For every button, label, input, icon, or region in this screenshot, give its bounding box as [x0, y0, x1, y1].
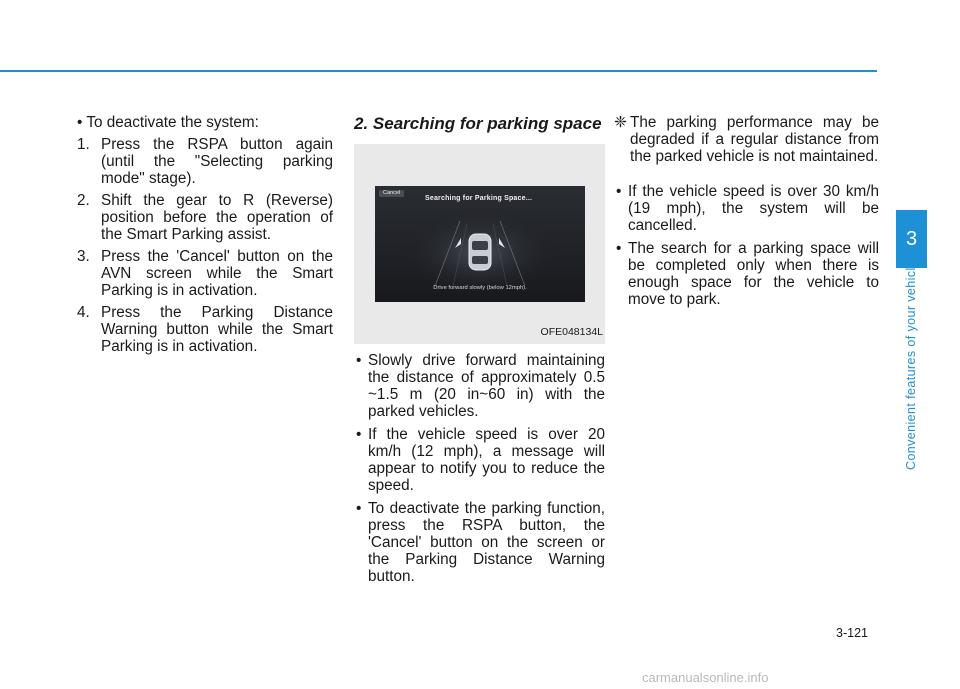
- chapter-tab: 3: [896, 210, 927, 268]
- header-rule: [0, 70, 877, 72]
- step-text: Shift the gear to R (Reverse) position before the operation of the Smart Parking assist.: [101, 192, 333, 243]
- column-left: [77, 114, 333, 360]
- step-item: [77, 136, 333, 187]
- cancel-button[interactable]: Cancel: [379, 190, 404, 197]
- screen-message: Drive forward slowly (below 12mph).: [433, 285, 527, 291]
- watermark: carmanualsonline.info: [642, 670, 769, 685]
- deactivate-steps: [77, 136, 333, 355]
- step-text: Press the 'Cancel' button on the AVN screen while the Smart Parking is in activation.: [101, 248, 333, 299]
- step-item: [77, 304, 333, 355]
- figure-avn-screen: [354, 144, 605, 344]
- deactivate-intro: • To deactivate the system:: [77, 114, 259, 131]
- list-item: • The search for a parking space will be completed only when there is enough space for the vehicle to move to park.: [614, 240, 879, 308]
- list-item: • Slowly drive forward maintaining the distance of approximately 0.5 ~1.5 m (20 in~60 in) with the parked vehicles.: [354, 352, 605, 420]
- note-text: The parking performance may be degraded if a regular distance from the parked vehicle is not maintained.: [630, 114, 879, 165]
- search-bullets: [354, 352, 605, 585]
- avn-screen: [375, 186, 585, 302]
- column-right: [614, 114, 879, 314]
- page-number: 3-121: [836, 626, 868, 640]
- step-text: Press the Parking Distance Warning button while the Smart Parking is in activation.: [101, 304, 333, 355]
- step-number: 2.: [77, 192, 90, 209]
- screen-title: Searching for Parking Space...: [425, 195, 533, 202]
- list-item: • To deactivate the parking function, press the RSPA button, the 'Cancel' button on the screen or the Parking Distance Warning button.: [354, 500, 605, 585]
- step-text: Press the RSPA button again (until the "Selecting parking mode" stage).: [101, 136, 333, 187]
- cancel-bullets: [614, 183, 879, 308]
- step-number: 4.: [77, 304, 90, 321]
- step-number: 1.: [77, 136, 90, 153]
- column-middle: [354, 114, 605, 591]
- step-number: 3.: [77, 248, 90, 265]
- section-title: 2. Searching for parking space: [354, 114, 602, 133]
- list-item: • If the vehicle speed is over 20 km/h (12 mph), a message will appear to notify you to reduce the speed.: [354, 426, 605, 494]
- chapter-title: Convenient features of your vehicle: [904, 260, 918, 470]
- note-mark-icon: ❈: [614, 114, 627, 131]
- step-item: [77, 248, 333, 299]
- note: [614, 114, 879, 165]
- list-item: • If the vehicle speed is over 30 km/h (19 mph), the system will be cancelled.: [614, 183, 879, 234]
- step-item: [77, 192, 333, 243]
- figure-caption: OFE048134L: [540, 326, 603, 338]
